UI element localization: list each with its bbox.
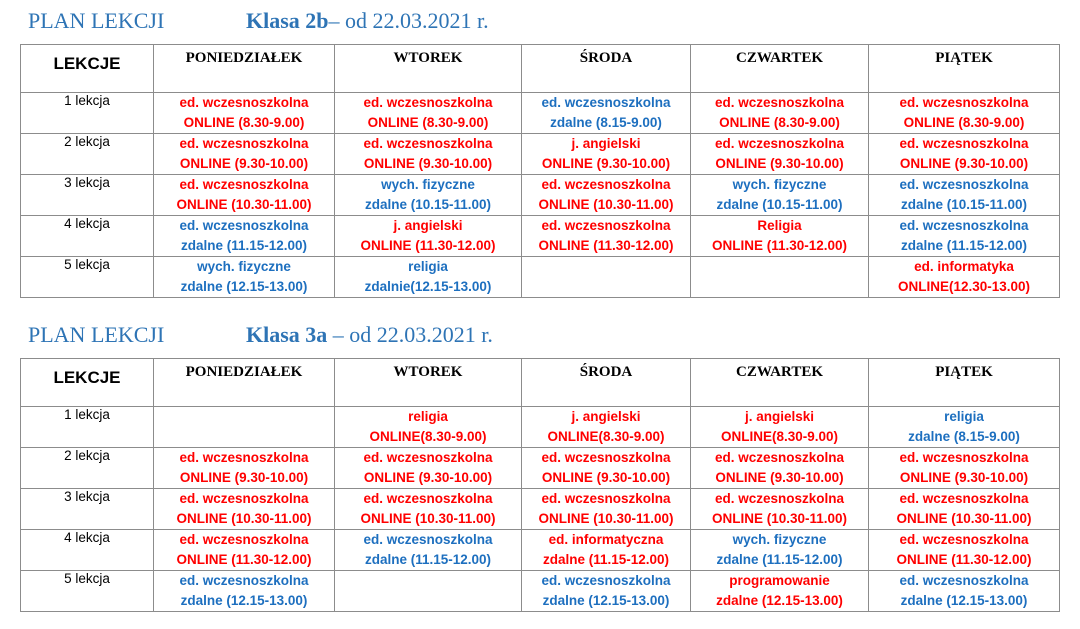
- table-row: [21, 571, 1060, 612]
- lesson-cell: [869, 530, 1060, 571]
- header-day-monday: PONIEDZIAŁEK: [154, 359, 335, 407]
- header-row: [21, 45, 1060, 93]
- table-row: [21, 134, 1060, 175]
- lesson-cell: [691, 134, 869, 175]
- time-text: zdalne (10.15-11.00): [900, 197, 1028, 212]
- lesson-cell: [522, 530, 691, 571]
- lesson-cell: [869, 571, 1060, 612]
- schedule-title-3a: [28, 322, 493, 348]
- subject-text: ed. wczesnoszkolna: [714, 136, 845, 151]
- subject-text: ed. wczesnoszkolna: [714, 491, 845, 506]
- lesson-cell: [154, 448, 335, 489]
- lesson-number: 3 lekcja: [21, 489, 154, 530]
- lesson-cell: [335, 134, 522, 175]
- time-text: ONLINE (8.30-9.00): [719, 115, 840, 130]
- subject-text: ed. wczesnoszkolna: [179, 218, 309, 233]
- subject-text: ed. informatyczna: [548, 532, 664, 547]
- header-day-wednesday: ŚRODA: [522, 359, 691, 407]
- subject-text: ed. wczesnoszkolna: [899, 95, 1029, 110]
- header-day-friday: PIĄTEK: [869, 45, 1060, 93]
- lesson-cell: [869, 216, 1060, 257]
- subject-text: j. angielski: [393, 218, 463, 233]
- lesson-cell: [869, 175, 1060, 216]
- time-text: ONLINE (9.30-10.00): [363, 156, 493, 171]
- time-text: ONLINE (9.30-10.00): [363, 470, 493, 485]
- lesson-number: 1 lekcja: [21, 93, 154, 134]
- subject-text: ed. wczesnoszkolna: [541, 491, 671, 506]
- lesson-cell: [869, 134, 1060, 175]
- time-text: ONLINE (8.30-9.00): [367, 115, 489, 130]
- subject-text: ed. informatyka: [914, 259, 1014, 274]
- lesson-cell: [154, 257, 335, 298]
- subject-text: ed. wczesnoszkolna: [363, 491, 493, 506]
- time-text: ONLINE (10.30-11.00): [360, 511, 496, 526]
- header-day-tuesday: WTOREK: [335, 359, 522, 407]
- lesson-cell: [335, 571, 522, 612]
- table-row: [21, 489, 1060, 530]
- class-name: Klasa 2b: [246, 8, 329, 33]
- header-day-thursday: CZWARTEK: [691, 359, 869, 407]
- subject-text: ed. wczesnoszkolna: [541, 177, 671, 192]
- lesson-cell: [691, 175, 869, 216]
- subject-text: ed. wczesnoszkolna: [899, 532, 1029, 547]
- lesson-cell: [154, 530, 335, 571]
- subject-text: religia: [408, 409, 448, 424]
- time-text: ONLINE(8.30-9.00): [547, 429, 665, 444]
- header-day-tuesday: WTOREK: [335, 45, 522, 93]
- time-text: ONLINE (10.30-11.00): [538, 197, 674, 212]
- subject-text: j. angielski: [571, 409, 641, 424]
- time-text: ONLINE(8.30-9.00): [369, 429, 487, 444]
- lesson-number: 3 lekcja: [21, 175, 154, 216]
- schedule-table-2b: [20, 44, 1060, 298]
- subject-text: Religia: [757, 218, 802, 233]
- time-text: ONLINE (11.30-12.00): [360, 238, 496, 253]
- header-day-friday: PIĄTEK: [869, 359, 1060, 407]
- time-text: ONLINE (9.30-10.00): [179, 470, 309, 485]
- subject-text: ed. wczesnoszkolna: [541, 450, 671, 465]
- subject-text: wych. fizyczne: [381, 177, 475, 192]
- lesson-cell: [335, 448, 522, 489]
- table-row: [21, 93, 1060, 134]
- plan-label: PLAN LEKCJI: [28, 322, 165, 347]
- subject-text: ed. wczesnoszkolna: [363, 136, 493, 151]
- lesson-cell: [335, 257, 522, 298]
- lesson-cell: [335, 175, 522, 216]
- time-text: zdalne (11.15-12.00): [364, 552, 492, 567]
- subject-text: wych. fizyczne: [197, 259, 291, 274]
- time-text: zdalne (8.15-9.00): [550, 115, 662, 130]
- subject-text: wych. fizyczne: [732, 532, 827, 547]
- time-text: ONLINE (9.30-10.00): [899, 156, 1029, 171]
- lesson-cell: [522, 257, 691, 298]
- lesson-cell: [522, 216, 691, 257]
- lesson-number: 1 lekcja: [21, 407, 154, 448]
- time-text: ONLINE (9.30-10.00): [899, 470, 1029, 485]
- subject-text: ed. wczesnoszkolna: [899, 177, 1029, 192]
- lesson-cell: [869, 93, 1060, 134]
- header-day-monday: PONIEDZIAŁEK: [154, 45, 335, 93]
- schedule-title-2b: [28, 8, 489, 34]
- lesson-cell: [691, 489, 869, 530]
- lesson-cell: [869, 489, 1060, 530]
- lesson-cell: [869, 407, 1060, 448]
- subject-text: ed. wczesnoszkolna: [541, 95, 671, 110]
- lesson-cell: [691, 257, 869, 298]
- time-text: ONLINE (10.30-11.00): [896, 511, 1032, 526]
- lesson-cell: [154, 407, 335, 448]
- lesson-number: 4 lekcja: [21, 216, 154, 257]
- lesson-cell: [691, 448, 869, 489]
- subject-text: ed. wczesnoszkolna: [179, 95, 309, 110]
- lesson-cell: [335, 530, 522, 571]
- subject-text: j. angielski: [744, 409, 815, 424]
- lesson-cell: [335, 216, 522, 257]
- subject-text: religia: [408, 259, 448, 274]
- subject-text: ed. wczesnoszkolna: [363, 532, 493, 547]
- subject-text: ed. wczesnoszkolna: [179, 177, 309, 192]
- time-text: zdalne (11.15-12.00): [716, 552, 843, 567]
- header-lessons: LEKCJE: [21, 359, 154, 407]
- time-text: ONLINE (11.30-12.00): [896, 552, 1032, 567]
- subject-text: wych. fizyczne: [732, 177, 827, 192]
- time-text: zdalne (12.15-13.00): [900, 593, 1028, 608]
- lesson-cell: [154, 489, 335, 530]
- lesson-cell: [522, 489, 691, 530]
- time-text: zdalne (12.15-13.00): [180, 593, 308, 608]
- time-text: ONLINE (10.30-11.00): [711, 511, 848, 526]
- date-label: – od 22.03.2021 r.: [327, 322, 493, 347]
- subject-text: ed. wczesnoszkolna: [714, 450, 845, 465]
- lesson-cell: [154, 175, 335, 216]
- subject-text: ed. wczesnoszkolna: [899, 136, 1029, 151]
- subject-text: ed. wczesnoszkolna: [714, 95, 845, 110]
- lesson-cell: [522, 448, 691, 489]
- schedule-table-3a: [20, 358, 1060, 612]
- time-text: ONLINE (9.30-10.00): [541, 470, 671, 485]
- time-text: zdalne (10.15-11.00): [364, 197, 492, 212]
- lesson-cell: [154, 93, 335, 134]
- subject-text: ed. wczesnoszkolna: [363, 450, 493, 465]
- table-row: [21, 216, 1060, 257]
- time-text: ONLINE(12.30-13.00): [897, 279, 1031, 294]
- table-row: [21, 448, 1060, 489]
- lesson-cell: [522, 134, 691, 175]
- time-text: ONLINE (9.30-10.00): [715, 156, 844, 171]
- time-text: zdalne (8.15-9.00): [908, 429, 1020, 444]
- time-text: zdalne (12.15-13.00): [716, 593, 843, 608]
- subject-text: programowanie: [729, 573, 830, 588]
- lesson-cell: [522, 93, 691, 134]
- subject-text: ed. wczesnoszkolna: [899, 218, 1029, 233]
- time-text: zdalne (12.15-13.00): [180, 279, 308, 294]
- lesson-number: 5 lekcja: [21, 571, 154, 612]
- class-name: Klasa 3a: [246, 322, 328, 347]
- lesson-cell: [869, 448, 1060, 489]
- lesson-cell: [154, 134, 335, 175]
- table-row: [21, 175, 1060, 216]
- header-day-wednesday: ŚRODA: [522, 45, 691, 93]
- lesson-cell: [522, 407, 691, 448]
- lesson-number: 4 lekcja: [21, 530, 154, 571]
- subject-text: j. angielski: [571, 136, 641, 151]
- subject-text: ed. wczesnoszkolna: [541, 573, 671, 588]
- subject-text: ed. wczesnoszkolna: [899, 491, 1029, 506]
- plan-label: PLAN LEKCJI: [28, 8, 165, 33]
- time-text: zdalne (11.15-12.00): [900, 238, 1028, 253]
- subject-text: ed. wczesnoszkolna: [363, 95, 493, 110]
- time-text: ONLINE (9.30-10.00): [715, 470, 844, 485]
- table-row: [21, 257, 1060, 298]
- subject-text: ed. wczesnoszkolna: [541, 218, 671, 233]
- lesson-cell: [869, 257, 1060, 298]
- time-text: zdalne (10.15-11.00): [716, 197, 843, 212]
- time-text: ONLINE (10.30-11.00): [176, 511, 312, 526]
- time-text: zdalne (11.15-12.00): [180, 238, 308, 253]
- lesson-cell: [691, 530, 869, 571]
- lesson-number: 5 lekcja: [21, 257, 154, 298]
- lesson-cell: [335, 93, 522, 134]
- subject-text: religia: [944, 409, 984, 424]
- lesson-number: 2 lekcja: [21, 448, 154, 489]
- subject-text: ed. wczesnoszkolna: [179, 532, 309, 547]
- header-row: [21, 359, 1060, 407]
- lesson-cell: [691, 216, 869, 257]
- lesson-number: 2 lekcja: [21, 134, 154, 175]
- time-text: ONLINE (10.30-11.00): [176, 197, 312, 212]
- table-row: [21, 530, 1060, 571]
- time-text: ONLINE (9.30-10.00): [541, 156, 671, 171]
- header-day-thursday: CZWARTEK: [691, 45, 869, 93]
- time-text: ONLINE (11.30-12.00): [711, 238, 848, 253]
- subject-text: ed. wczesnoszkolna: [899, 450, 1029, 465]
- time-text: ONLINE (11.30-12.00): [538, 238, 674, 253]
- lesson-cell: [691, 407, 869, 448]
- table-row: [21, 407, 1060, 448]
- date-label: – od 22.03.2021 r.: [328, 8, 489, 33]
- subject-text: ed. wczesnoszkolna: [899, 573, 1029, 588]
- subject-text: ed. wczesnoszkolna: [179, 573, 309, 588]
- time-text: ONLINE (8.30-9.00): [183, 115, 305, 130]
- time-text: ONLINE (11.30-12.00): [176, 552, 312, 567]
- lesson-cell: [154, 216, 335, 257]
- time-text: zdalne (11.15-12.00): [542, 552, 670, 567]
- lesson-cell: [154, 571, 335, 612]
- subject-text: ed. wczesnoszkolna: [179, 136, 309, 151]
- subject-text: ed. wczesnoszkolna: [179, 450, 309, 465]
- lesson-cell: [691, 571, 869, 612]
- header-lessons: LEKCJE: [21, 45, 154, 93]
- lesson-cell: [691, 93, 869, 134]
- time-text: zdalnie(12.15-13.00): [364, 279, 492, 294]
- subject-text: ed. wczesnoszkolna: [179, 491, 309, 506]
- lesson-cell: [522, 571, 691, 612]
- time-text: ONLINE (9.30-10.00): [179, 156, 309, 171]
- time-text: zdalne (12.15-13.00): [542, 593, 670, 608]
- time-text: ONLINE (10.30-11.00): [538, 511, 674, 526]
- lesson-cell: [522, 175, 691, 216]
- time-text: ONLINE (8.30-9.00): [903, 115, 1025, 130]
- time-text: ONLINE(8.30-9.00): [720, 429, 839, 444]
- lesson-cell: [335, 407, 522, 448]
- lesson-cell: [335, 489, 522, 530]
